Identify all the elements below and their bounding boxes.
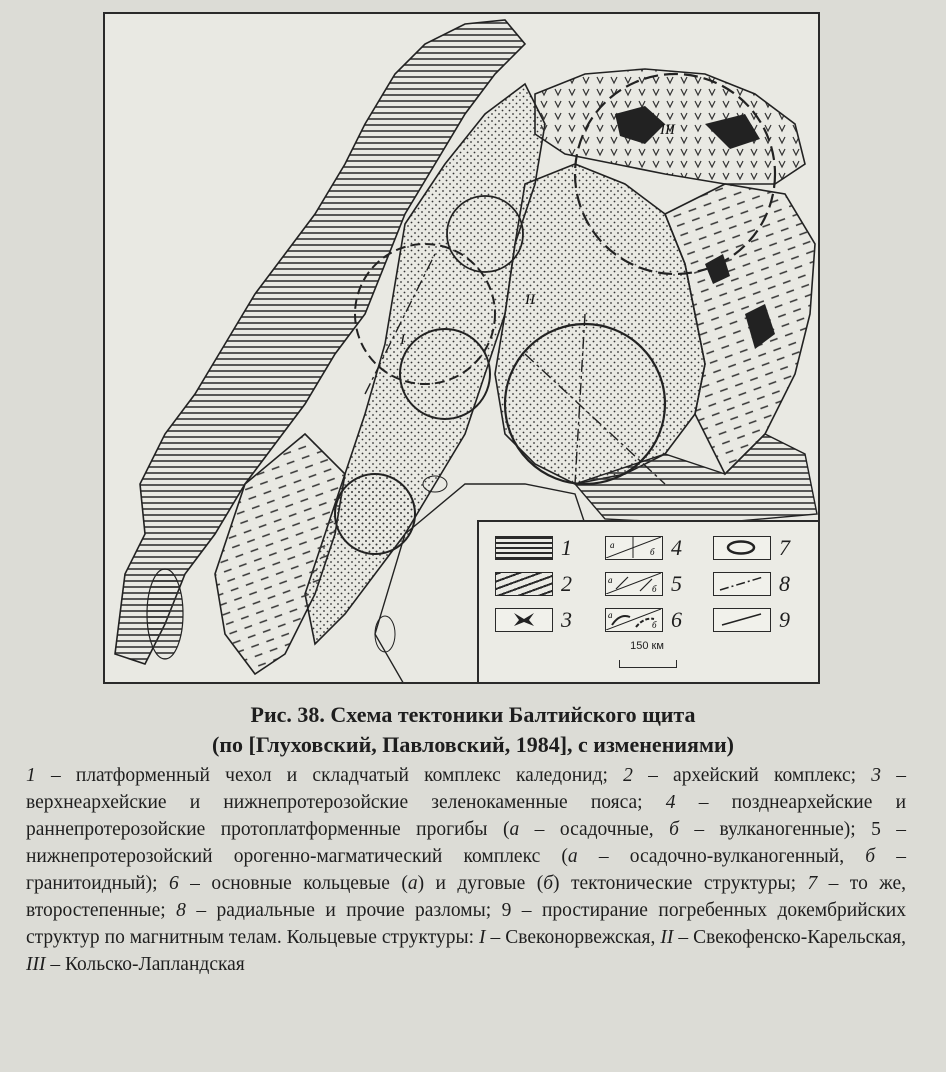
- legend-number: 4: [671, 535, 682, 560]
- legend-swatch: [713, 536, 771, 560]
- desc-text: – верхнеархейские и нижнепротерозойские зеленокаменные пояса;: [26, 765, 906, 813]
- desc-text: – радиальные и прочие разломы; 9 – простирание погребенных докембрийских структур по магнитным телам. Кольцевые структуры:: [26, 900, 906, 948]
- ring-ref: I: [479, 927, 486, 948]
- map-legend: [477, 520, 820, 684]
- legend-number: 7: [779, 535, 790, 560]
- legend-sub: а: [509, 819, 520, 840]
- desc-text: ) и дуговые (: [417, 873, 544, 894]
- legend-swatch: [605, 536, 663, 560]
- legend-ref: 2: [623, 765, 633, 786]
- legend-ref: 7: [807, 873, 818, 894]
- legend-sub-a: а: [610, 540, 615, 550]
- desc-text: – Свекофенско-Карельская,: [673, 927, 906, 948]
- ring-ref: II: [660, 927, 674, 948]
- desc-text: – то же, второстепенные;: [26, 873, 907, 921]
- legend-swatch: [713, 572, 771, 596]
- legend-sub: б: [543, 873, 554, 894]
- desc-text: – позднеархейские и раннепротерозойские протоплатформенные прогибы (: [26, 792, 906, 840]
- figure-legend-description: [26, 762, 906, 978]
- legend-item-4: [605, 536, 705, 562]
- legend-swatch: [495, 536, 553, 560]
- desc-text: – Свеконорвежская,: [485, 927, 661, 948]
- legend-item-1: [495, 536, 595, 562]
- map-label-ring-2: II: [525, 292, 535, 308]
- legend-sub-a: а: [608, 575, 613, 585]
- map-label-ring-3: III: [660, 122, 675, 138]
- island: [147, 569, 183, 659]
- legend-ref: 1: [26, 765, 36, 786]
- desc-text: – гранитоидный);: [26, 846, 906, 894]
- legend-sub-b: б: [652, 584, 657, 594]
- figure-source: (по [Глуховский, Павловский, 1984], с изменениями): [212, 732, 734, 757]
- legend-ref: 4: [665, 792, 676, 813]
- ring-structure: [335, 474, 415, 554]
- legend-sub: а: [567, 846, 578, 867]
- tectonic-map: [103, 12, 820, 684]
- legend-sub-b: б: [652, 620, 657, 630]
- legend-sub: а: [407, 873, 418, 894]
- map-label-ring-1: I: [400, 332, 405, 348]
- legend-ref: 6: [168, 873, 179, 894]
- desc-text: – осадочные,: [519, 819, 670, 840]
- legend-swatch: [495, 608, 553, 632]
- legend-sub: б: [865, 846, 876, 867]
- figure-title: Рис. 38. Схема тектоники Балтийского щита: [250, 702, 696, 727]
- legend-number: 6: [671, 607, 682, 632]
- legend-number: 8: [779, 571, 790, 596]
- legend-sub: б: [669, 819, 679, 840]
- legend-swatch: [605, 572, 663, 596]
- legend-number: 1: [561, 535, 572, 560]
- legend-ref: 8: [176, 900, 186, 921]
- legend-number: 5: [671, 571, 682, 596]
- legend-item-2: [495, 572, 595, 598]
- legend-ref: 3: [871, 765, 882, 786]
- legend-number: 2: [561, 571, 572, 596]
- legend-swatch: [495, 572, 553, 596]
- legend-sub-a: а: [608, 610, 613, 620]
- desc-text: – Кольско-Лапландская: [45, 954, 245, 975]
- desc-text: – платформенный чехол и складчатый комплекс каледонид;: [35, 765, 624, 786]
- figure-caption: [0, 700, 946, 760]
- scale-bar: [619, 660, 677, 668]
- desc-text: – архейский комплекс;: [632, 765, 872, 786]
- legend-item-9: [713, 608, 813, 634]
- legend-item-8: [713, 572, 813, 598]
- desc-text: ) тектонические структуры;: [553, 873, 808, 894]
- legend-item-6: [605, 608, 705, 634]
- ring-ref: III: [26, 954, 46, 975]
- desc-text: – основные кольцевые (: [178, 873, 408, 894]
- legend-number: 3: [561, 607, 572, 632]
- scale-label: 150 км: [630, 640, 664, 652]
- legend-swatch: [605, 608, 663, 632]
- legend-item-5: [605, 572, 705, 598]
- desc-text: – вулканогенные); 5 – нижнепротерозойский орогенно-магматический комплекс (: [26, 819, 907, 867]
- desc-text: – осадочно-вулканогенный,: [577, 846, 866, 867]
- legend-item-7: [713, 536, 813, 562]
- legend-number: 9: [779, 607, 790, 632]
- legend-sub-b: б: [650, 547, 655, 557]
- legend-swatch: [713, 608, 771, 632]
- legend-item-3: [495, 608, 595, 634]
